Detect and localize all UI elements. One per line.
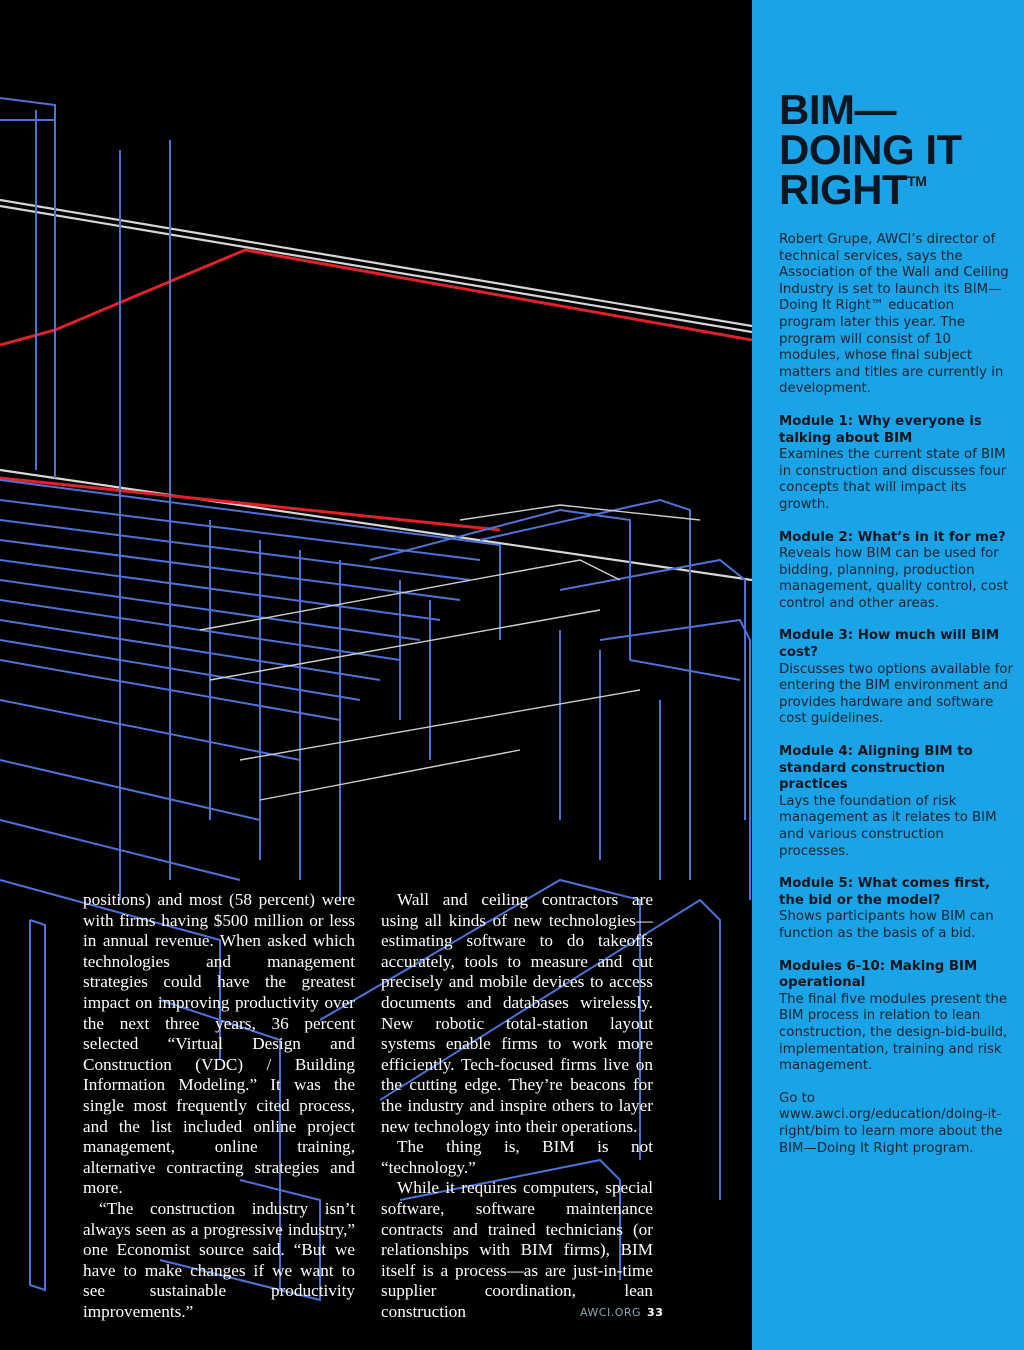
module-item [779, 744, 1014, 860]
module-title: Module 4: Aligning BIM to standard construction practices [779, 744, 973, 793]
module-item [779, 530, 1014, 613]
module-item [779, 959, 1014, 1075]
module-description: Lays the foundation of risk management as it relates to BIM and various construction processes. [779, 793, 997, 859]
module-description: Reveals how BIM can be used for bidding, planning, production management, quality control, cost control and other areas. [779, 546, 1009, 611]
page-folio [580, 1306, 663, 1319]
sidebar-footer-link-text: Go to www.awci.org/education/doing-it-right/bim to learn more about the BIM—Doing It Right program. [779, 1090, 1003, 1156]
body-paragraph: Wall and ceiling contractors are using all kinds of new technologies—estimating software to do takeoffs accurately, tools to measure and cut precisely and mobile devices to access documents and databases wirelessly. New robotic total-station layout systems enable firms to work more efficiently. Tech-focused firms live on the cutting edge. They’re beacons for the industry and inspire others to layer new technology into their operations. [381, 890, 653, 1136]
sidebar-panel [752, 0, 1024, 1350]
module-title: Module 3: How much will BIM cost? [779, 628, 1000, 661]
module-item [779, 628, 1014, 728]
module-item [779, 414, 1014, 514]
page-number: 33 [647, 1306, 664, 1319]
title-line: RIGHT [779, 166, 908, 213]
sidebar-title [779, 86, 1014, 213]
body-column-1 [83, 890, 355, 1322]
body-paragraph: “The construction industry isn’t always seen as a progressive industry,” one Economist source said. “But we have to make changes if we want to see sustainable productivity improvements.” [83, 1198, 355, 1321]
module-title: Module 1: Why everyone is talking about BIM [779, 413, 982, 446]
body-paragraph: The thing is, BIM is not “technology.” [381, 1137, 653, 1177]
module-title: Modules 6-10: Making BIM operational [779, 958, 978, 991]
body-paragraph: positions) and most (58 percent) were with firms having $500 million or less in annual revenue. When asked which technologies and management strategies could have the greatest impact on improving productivity over the next three years, 36 percent selected “Virtual Design and Construction (VDC) / Building Information Modeling.” It was the single most frequently cited process, and the list included online project management, online training, alternative contracting strategies and more. [83, 890, 355, 1198]
sidebar-intro: Robert Grupe, AWCI’s director of technical services, says the Association of the Wall and Ceiling Industry is set to launch its BIM—Doing It Right™ education program later this year. The program will consist of 10 modules, whose final subject matters and titles are currently in development. [779, 232, 1009, 397]
module-description: The final five modules present the BIM process in relation to lean construction, the design-bid-build, implementation, training and risk management. [779, 991, 1008, 1074]
module-title: Module 2: What’s in it for me? [779, 529, 1006, 545]
module-description: Discusses two options available for entering the BIM environment and provides hardware and software cost guidelines. [779, 661, 1013, 727]
body-column-2 [381, 890, 653, 1322]
body-paragraph: While it requires computers, special software, software maintenance contracts and trained technicians (or relationships with BIM firms), BIM itself is a process—as are just-in-time supplier coordination, lean construction [381, 1178, 653, 1321]
site-name: AWCI.ORG [580, 1306, 642, 1319]
title-line: BIM— [779, 86, 896, 133]
module-description: Shows participants how BIM can function as the basis of a bid. [779, 909, 994, 941]
trademark-symbol: TM [907, 173, 927, 189]
module-item [779, 876, 1014, 942]
module-description: Examines the current state of BIM in construction and discusses four concepts that will impact its growth. [779, 447, 1007, 512]
module-title: Module 5: What comes first, the bid or the model? [779, 876, 991, 908]
title-line: DOING IT [779, 126, 962, 173]
